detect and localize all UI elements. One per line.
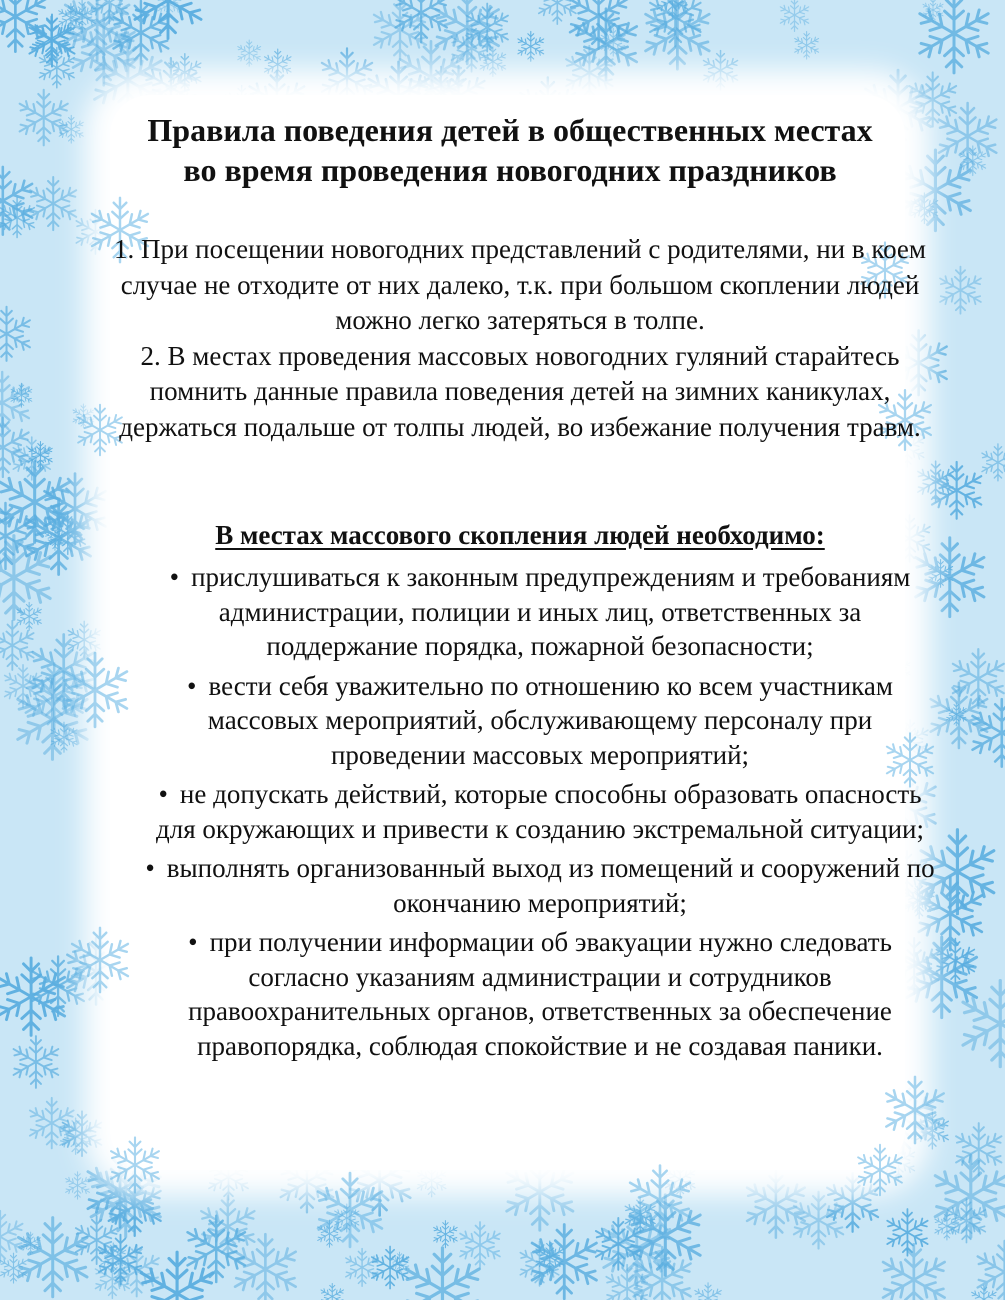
intro-section: [95, 232, 945, 445]
rules-list: [140, 560, 940, 1068]
rule-item: • прислушиваться к законным предупреждениям и требованиям администрации, полиции и иных лиц, ответственных за поддержание порядка, пожарной безопасности;: [140, 560, 940, 664]
rule-item: • выполнять организованный выход из помещений и сооружений по окончанию мероприятий;: [140, 851, 940, 920]
page-title: Правила поведения детей в общественных местах во время проведения новогодних праздников: [147, 112, 873, 188]
rule-item: • не допускать действий, которые способны образовать опасность для окружающих и привести к созданию экстремальной ситуации;: [140, 777, 940, 846]
rule-item: • при получении информации об эвакуации нужно следовать согласно указаниям администрации и сотрудников правоохранительных органов, ответственных за обеспечение правопорядка, соблюдая спокойствие и не создавая паники.: [140, 925, 940, 1063]
intro-paragraph-2: 2. В местах проведения массовых новогодних гуляний старайтесь помнить данные правила поведения детей на зимних каникулах, держаться подальше от толпы людей, во избежание получения травм.: [119, 340, 921, 442]
rule-item: • вести себя уважительно по отношению ко всем участникам массовых мероприятий, обслуживающему персоналу при проведении массовых мероприятий;: [140, 669, 940, 773]
intro-paragraph-1: 1. При посещении новогодних представлений с родителями, ни в коем случае не отходите от них далеко, т.к. при большом скоплении людей можно легко затеряться в толпе.: [113, 234, 927, 335]
section-subheading: В местах массового скопления людей необходимо:: [215, 520, 825, 550]
